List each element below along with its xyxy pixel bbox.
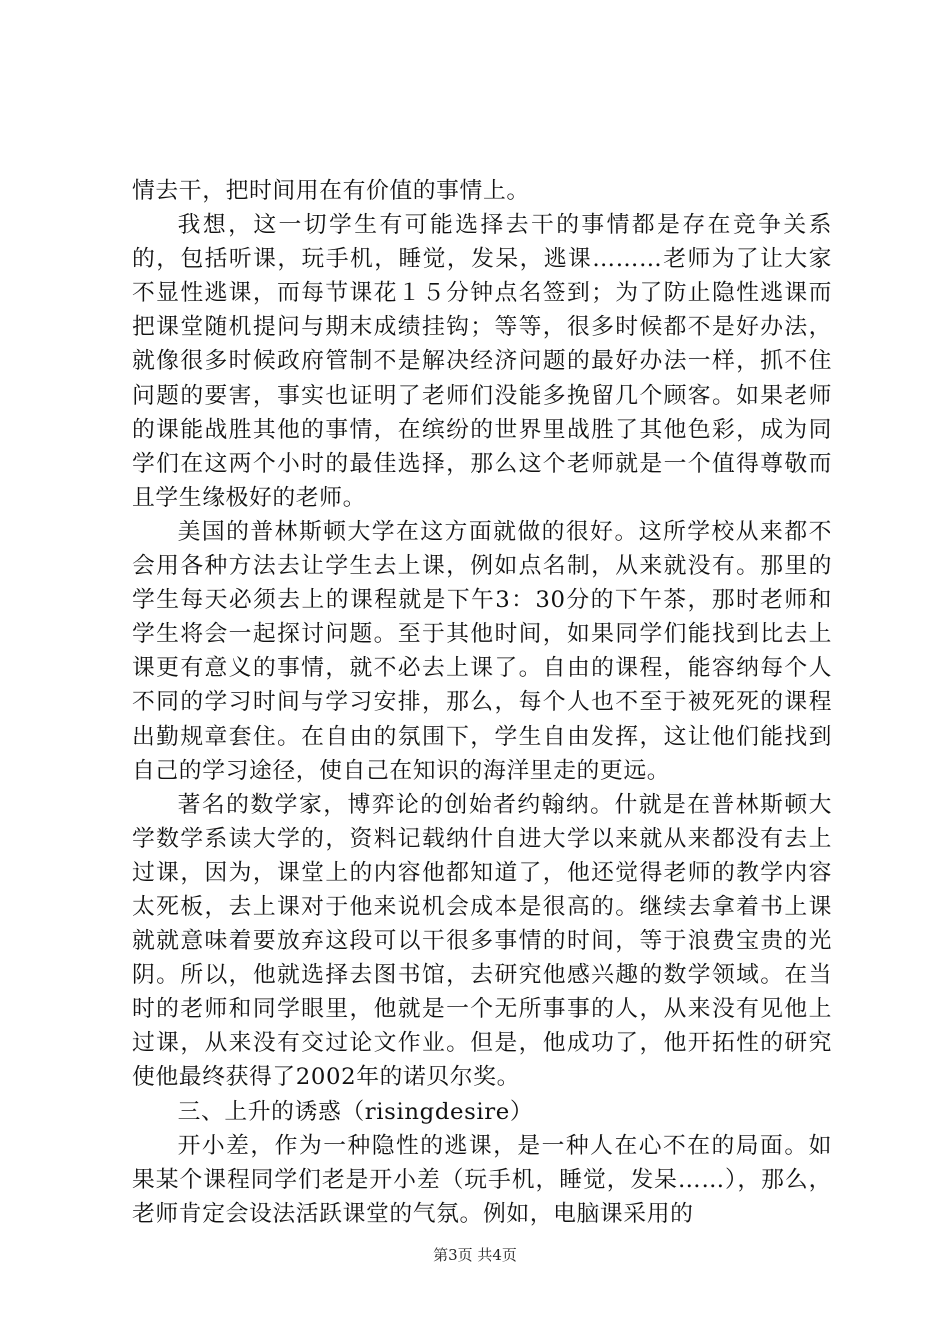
section-heading-rising-desire: 三、上升的诱惑（risingdesire） [177,1098,534,1125]
body-text [132,174,832,1231]
paragraph-princeton: 美国的普林斯顿大学在这方面就做的很好。这所学校从来都不会用各种方法去让学生去上课，例如点名制，从来就没有。那里的学生每天必须去上的课程就是下午3：30分的下午茶，那时老师和学生将会一起探讨问题。至于其他时间，如果同学们能找到比去上课更有意义的事情，就不必去上课了。自由的课程，能容纳每个人不同的学习时间与学习安排，那么，每个人也不至于被死死的课程出勤规章套住。在自由的氛围下，学生自由发挥，这让他们能找到自己的学习途径，使自己在知识的海洋里走的更远。 [132,518,832,784]
paragraph-continuation: 情去干，把时间用在有价值的事情上。 [132,178,530,204]
paragraph-nash: 著名的数学家，博弈论的创始者约翰纳。什就是在普林斯顿大学数学系读大学的，资料记载纳什自进大学以来就从来都没有去上过课，因为，课堂上的内容他都知道了，他还觉得老师的教学内容太死板，去上课对于他来说机会成本是很高的。继续去拿着书上课就就意味着要放弃这段可以干很多事情的时间，等于浪费宝贵的光阴。所以，他就选择去图书馆，去研究他感兴趣的数学领域。在当时的老师和同学眼里，他就是一个无所事事的人，从来没有见他上过课，从来没有交过论文作业。但是，他成功了，他开拓性的研究使他最终获得了2002年的诺贝尔奖。 [132,791,832,1091]
page-number: 第3页 共4页 [433,1246,517,1264]
paragraph-daydreaming: 开小差，作为一种隐性的逃课，是一种人在心不在的局面。如果某个课程同学们老是开小差（玩手机，睡觉，发呆……），那么，老师肯定会设法活跃课堂的气氛。例如，电脑课采用的 [132,1132,832,1227]
page-footer [0,1245,950,1265]
paragraph-competition: 我想，这一切学生有可能选择去干的事情都是存在竞争关系的，包括听课，玩手机，睡觉，发呆，逃课………老师为了让大家不显性逃课，而每节课花１５分钟点名签到；为了防止隐性逃课而把课堂随机提问与期末成绩挂钩；等等，很多时候都不是好办法，就像很多时候政府管制不是解决经济问题的最好办法一样，抓不住问题的要害，事实也证明了老师们没能多挽留几个顾客。如果老师的课能战胜其他的事情，在缤纷的世界里战胜了其他色彩，成为同学们在这两个小时的最佳选择，那么这个老师就是一个值得尊敬而且学生缘极好的老师。 [132,212,832,511]
